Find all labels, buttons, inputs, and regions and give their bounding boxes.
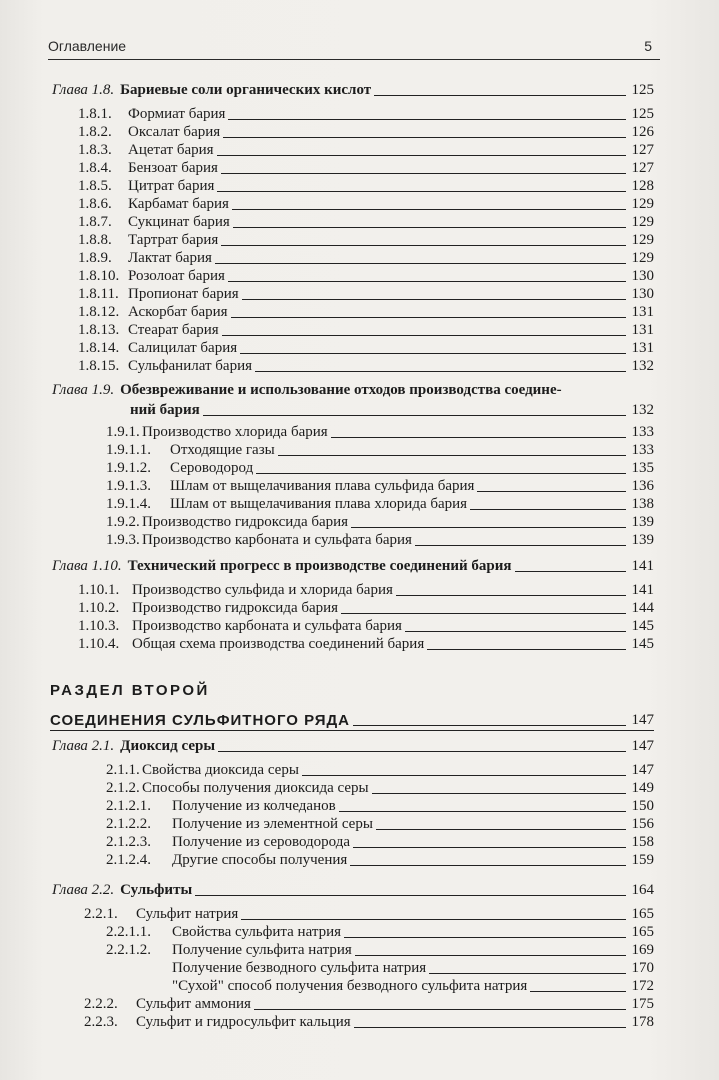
page-number: 129 bbox=[631, 214, 654, 230]
entry-number: 1.9.1.1. bbox=[106, 442, 151, 458]
page-number: 133 bbox=[631, 442, 654, 458]
dot-leader bbox=[221, 245, 626, 246]
entry-number: 1.8.14. bbox=[78, 340, 120, 356]
entry-title: Получение сульфита натрия bbox=[172, 942, 352, 958]
entry-title: Сукцинат бария bbox=[128, 214, 230, 230]
dot-leader bbox=[374, 95, 626, 96]
page-number: 145 bbox=[631, 636, 654, 652]
page-number: 147 bbox=[631, 712, 654, 728]
dot-leader bbox=[195, 895, 626, 896]
chapter-title: Диоксид серы bbox=[120, 738, 216, 754]
part-title: СОЕДИНЕНИЯ СУЛЬФИТНОГО РЯДА bbox=[50, 712, 351, 729]
toc-chapter-1-9[interactable] bbox=[52, 382, 654, 399]
toc-entry[interactable] bbox=[78, 600, 654, 617]
entry-title: Тартрат бария bbox=[128, 232, 219, 248]
page-number: 129 bbox=[631, 250, 654, 266]
entry-number: 2.1.2.2. bbox=[106, 816, 151, 832]
entry-title: Розолоат бария bbox=[128, 268, 225, 284]
page-number: 159 bbox=[631, 852, 654, 868]
entry-number: 1.8.8. bbox=[78, 232, 112, 248]
dot-leader bbox=[242, 299, 626, 300]
entry-number: 1.8.3. bbox=[78, 142, 112, 158]
dot-leader bbox=[396, 595, 626, 596]
entry-number: 1.8.11. bbox=[78, 286, 119, 302]
dot-leader bbox=[233, 227, 626, 228]
entry-number: 1.8.1. bbox=[78, 106, 112, 122]
dot-leader bbox=[217, 191, 626, 192]
chapter-label: Глава 1.9. bbox=[52, 382, 115, 398]
page-number: 127 bbox=[631, 142, 654, 158]
entry-title: Производство карбоната и сульфата бария bbox=[142, 532, 412, 548]
entry-title: Формиат бария bbox=[128, 106, 226, 122]
entry-number: 2.2.3. bbox=[84, 1014, 118, 1030]
dot-leader bbox=[232, 209, 626, 210]
entry-number: 1.9.2. bbox=[106, 514, 140, 530]
dot-leader bbox=[241, 919, 626, 920]
toc-entry[interactable] bbox=[84, 1014, 654, 1031]
dot-leader bbox=[228, 281, 626, 282]
dot-leader bbox=[240, 353, 626, 354]
toc-entry[interactable] bbox=[106, 924, 654, 941]
entry-title: Производство сульфида и хлорида бария bbox=[132, 582, 393, 598]
dot-leader bbox=[339, 811, 626, 812]
dot-leader bbox=[355, 955, 626, 956]
chapter-label: Глава 1.8. bbox=[52, 82, 115, 98]
entry-title: Другие способы получения bbox=[172, 852, 348, 868]
page-number: 125 bbox=[631, 82, 654, 98]
entry-number: 1.10.1. bbox=[78, 582, 120, 598]
page-number: 138 bbox=[631, 496, 654, 512]
dot-leader bbox=[351, 527, 626, 528]
page-number: 132 bbox=[631, 402, 654, 418]
entry-title: Получение из сероводорода bbox=[172, 834, 351, 850]
entry-title: Получение из элементной серы bbox=[172, 816, 373, 832]
page-number: 172 bbox=[631, 978, 654, 994]
page-number: 139 bbox=[631, 532, 654, 548]
chapter-label: Глава 1.10. bbox=[52, 558, 122, 574]
dot-leader bbox=[353, 847, 626, 848]
dot-leader bbox=[341, 613, 626, 614]
entry-title: Получение безводного сульфита натрия bbox=[172, 960, 427, 976]
toc-entry[interactable] bbox=[78, 322, 654, 339]
entry-title: Аскорбат бария bbox=[128, 304, 228, 320]
dot-leader bbox=[372, 793, 626, 794]
entry-number: 1.8.9. bbox=[78, 250, 112, 266]
dot-leader bbox=[302, 775, 626, 776]
page-number: 128 bbox=[631, 178, 654, 194]
dot-leader bbox=[223, 137, 626, 138]
page-number: 145 bbox=[631, 618, 654, 634]
entry-title: Свойства сульфита натрия bbox=[172, 924, 341, 940]
chapter-label: Глава 2.2. bbox=[52, 882, 115, 898]
toc-entry[interactable] bbox=[84, 906, 654, 923]
entry-number: 2.1.2.4. bbox=[106, 852, 151, 868]
entry-number: 1.8.13. bbox=[78, 322, 120, 338]
page-number: 165 bbox=[631, 906, 654, 922]
chapter-title: Обезвреживание и использование отходов производства соедине- bbox=[120, 382, 562, 398]
entry-title: Общая схема производства соединений бария bbox=[132, 636, 425, 652]
dot-leader bbox=[218, 751, 626, 752]
toc-entry[interactable] bbox=[78, 160, 654, 177]
toc-entry[interactable] bbox=[78, 304, 654, 321]
entry-title: Получение из колчеданов bbox=[172, 798, 336, 814]
entry-title: Цитрат бария bbox=[128, 178, 215, 194]
part-divider bbox=[50, 730, 654, 731]
dot-leader bbox=[344, 937, 626, 938]
toc-chapter-2-1[interactable] bbox=[52, 738, 654, 755]
chapter-label: Глава 2.1. bbox=[52, 738, 115, 754]
toc-entry[interactable] bbox=[78, 142, 654, 159]
entry-title: Карбамат бария bbox=[128, 196, 229, 212]
toc-entry[interactable] bbox=[84, 996, 654, 1013]
entry-title: Сероводород bbox=[170, 460, 254, 476]
entry-number: 1.10.4. bbox=[78, 636, 120, 652]
toc-chapter-2-2[interactable] bbox=[52, 882, 654, 899]
entry-number: 1.8.7. bbox=[78, 214, 112, 230]
entry-title: Сульфит аммония bbox=[136, 996, 251, 1012]
dot-leader bbox=[217, 155, 626, 156]
toc-entry[interactable] bbox=[106, 424, 654, 441]
page-number: 141 bbox=[631, 558, 654, 574]
entry-title: Отходящие газы bbox=[170, 442, 275, 458]
entry-number: 1.8.6. bbox=[78, 196, 112, 212]
page-number: 129 bbox=[631, 196, 654, 212]
entry-number: 2.1.2.1. bbox=[106, 798, 151, 814]
page-number: 126 bbox=[631, 124, 654, 140]
toc-entry[interactable] bbox=[78, 268, 654, 285]
entry-title: Сульфит натрия bbox=[136, 906, 239, 922]
chapter-title-continuation: ний бария bbox=[130, 402, 200, 418]
toc-entry[interactable] bbox=[78, 286, 654, 303]
entry-title: Сульфанилат бария bbox=[128, 358, 253, 374]
toc-entry[interactable] bbox=[78, 196, 654, 213]
page-number: 175 bbox=[631, 996, 654, 1012]
page-number: 133 bbox=[631, 424, 654, 440]
page-number: 144 bbox=[631, 600, 654, 616]
dot-leader bbox=[231, 317, 626, 318]
page-number: 136 bbox=[631, 478, 654, 494]
entry-number: 1.9.1.3. bbox=[106, 478, 151, 494]
toc-entry[interactable] bbox=[106, 834, 654, 851]
entry-title: Производство карбоната и сульфата бария bbox=[132, 618, 402, 634]
toc-entry[interactable] bbox=[172, 978, 654, 995]
page-number: 129 bbox=[631, 232, 654, 248]
page-number: 130 bbox=[631, 286, 654, 302]
toc-entry[interactable] bbox=[78, 232, 654, 249]
page-number: 156 bbox=[631, 816, 654, 832]
toc-entry[interactable] bbox=[78, 618, 654, 635]
toc-entry[interactable] bbox=[78, 636, 654, 653]
toc-entry[interactable] bbox=[106, 942, 654, 959]
toc-entry[interactable] bbox=[78, 582, 654, 599]
dot-leader bbox=[376, 829, 626, 830]
part-heading: РАЗДЕЛ ВТОРОЙ bbox=[50, 682, 210, 699]
page-number: 131 bbox=[631, 304, 654, 320]
entry-number: 1.10.2. bbox=[78, 600, 120, 616]
entry-number: 1.9.1.2. bbox=[106, 460, 151, 476]
entry-number: 1.10.3. bbox=[78, 618, 120, 634]
entry-number: 2.1.2.3. bbox=[106, 834, 151, 850]
dot-leader bbox=[255, 371, 626, 372]
dot-leader bbox=[256, 473, 626, 474]
running-head-title: Оглавление bbox=[48, 38, 127, 54]
toc-entry[interactable] bbox=[106, 762, 654, 779]
entry-title: Шлам от выщелачивания плава хлорида бария bbox=[170, 496, 468, 512]
entry-number: 1.8.10. bbox=[78, 268, 120, 284]
page-number: 132 bbox=[631, 358, 654, 374]
entry-title: Производство хлорида бария bbox=[142, 424, 328, 440]
entry-number: 1.9.1. bbox=[106, 424, 140, 440]
entry-title: Стеарат бария bbox=[128, 322, 219, 338]
entry-title: Производство гидроксида бария bbox=[142, 514, 349, 530]
page-number: 169 bbox=[631, 942, 654, 958]
entry-title: Бензоат бария bbox=[128, 160, 218, 176]
dot-leader bbox=[222, 335, 626, 336]
page-number: 178 bbox=[631, 1014, 654, 1030]
dot-leader bbox=[429, 973, 626, 974]
toc-chapter-1-9-cont[interactable] bbox=[130, 402, 654, 419]
toc-entry[interactable] bbox=[172, 960, 654, 977]
dot-leader bbox=[415, 545, 626, 546]
dot-leader bbox=[278, 455, 626, 456]
dot-leader bbox=[515, 571, 626, 572]
toc-entry[interactable] bbox=[106, 798, 654, 815]
toc-entry[interactable] bbox=[78, 214, 654, 231]
entry-title: Шлам от выщелачивания плава сульфида бария bbox=[170, 478, 475, 494]
page-number: 158 bbox=[631, 834, 654, 850]
entry-number: 1.8.12. bbox=[78, 304, 120, 320]
toc-entry[interactable] bbox=[106, 816, 654, 833]
dot-leader bbox=[221, 173, 626, 174]
toc-entry[interactable] bbox=[106, 442, 654, 459]
entry-number: 2.2.1. bbox=[84, 906, 118, 922]
entry-number: 2.2.1.1. bbox=[106, 924, 151, 940]
entry-number: 2.1.2. bbox=[106, 780, 140, 796]
page-number: 165 bbox=[631, 924, 654, 940]
page-number: 131 bbox=[631, 340, 654, 356]
toc-chapter-1-8[interactable] bbox=[52, 82, 654, 99]
entry-title: Лактат бария bbox=[128, 250, 212, 266]
toc-entry[interactable] bbox=[106, 532, 654, 549]
toc-entry[interactable] bbox=[78, 178, 654, 195]
dot-leader bbox=[254, 1009, 626, 1010]
dot-leader bbox=[405, 631, 626, 632]
page-number: 147 bbox=[631, 738, 654, 754]
entry-title: Свойства диоксида серы bbox=[142, 762, 299, 778]
chapter-title: Сульфиты bbox=[120, 882, 193, 898]
toc-entry[interactable] bbox=[106, 514, 654, 531]
dot-leader bbox=[228, 119, 626, 120]
dot-leader bbox=[350, 865, 626, 866]
toc-entry[interactable] bbox=[78, 250, 654, 267]
page-number: 125 bbox=[631, 106, 654, 122]
dot-leader bbox=[530, 991, 626, 992]
entry-title: Салицилат бария bbox=[128, 340, 238, 356]
entry-number: 1.8.5. bbox=[78, 178, 112, 194]
toc-chapter-1-10[interactable] bbox=[52, 558, 654, 575]
entry-title: Сульфит и гидросульфит кальция bbox=[136, 1014, 351, 1030]
dot-leader bbox=[470, 509, 626, 510]
entry-number: 1.8.2. bbox=[78, 124, 112, 140]
dot-leader bbox=[427, 649, 626, 650]
toc-entry[interactable] bbox=[78, 124, 654, 141]
entry-number: 2.2.1.2. bbox=[106, 942, 151, 958]
toc-entry[interactable] bbox=[106, 478, 654, 495]
page-number: 170 bbox=[631, 960, 654, 976]
page-number: 164 bbox=[631, 882, 654, 898]
dot-leader bbox=[331, 437, 626, 438]
toc-part-2[interactable] bbox=[50, 712, 654, 729]
entry-number: 1.8.15. bbox=[78, 358, 120, 374]
running-head bbox=[48, 38, 660, 60]
entry-title: Производство гидроксида бария bbox=[132, 600, 339, 616]
page-number: 141 bbox=[631, 582, 654, 598]
toc-entry[interactable] bbox=[106, 780, 654, 797]
entry-title: Оксалат бария bbox=[128, 124, 221, 140]
toc-entry[interactable] bbox=[106, 496, 654, 513]
toc-entry[interactable] bbox=[78, 106, 654, 123]
entry-number: 1.9.3. bbox=[106, 532, 140, 548]
dot-leader bbox=[353, 725, 626, 726]
chapter-title: Бариевые соли органических кислот bbox=[120, 82, 372, 98]
entry-number: 2.1.1. bbox=[106, 762, 140, 778]
page-number: 149 bbox=[631, 780, 654, 796]
toc-entry[interactable] bbox=[106, 460, 654, 477]
entry-title: Ацетат бария bbox=[128, 142, 214, 158]
entry-title: Способы получения диоксида серы bbox=[142, 780, 369, 796]
dot-leader bbox=[215, 263, 626, 264]
dot-leader bbox=[203, 415, 626, 416]
entry-title: "Сухой" способ получения безводного сульфита натрия bbox=[172, 978, 528, 994]
toc-entry[interactable] bbox=[78, 358, 654, 375]
dot-leader bbox=[477, 491, 626, 492]
running-head-page-number: 5 bbox=[644, 38, 652, 54]
page-number: 150 bbox=[631, 798, 654, 814]
page-number: 131 bbox=[631, 322, 654, 338]
page-number: 135 bbox=[631, 460, 654, 476]
entry-title: Пропионат бария bbox=[128, 286, 239, 302]
page-number: 127 bbox=[631, 160, 654, 176]
chapter-title: Технический прогресс в производстве соединений бария bbox=[127, 558, 512, 574]
entry-number: 1.9.1.4. bbox=[106, 496, 151, 512]
dot-leader bbox=[354, 1027, 626, 1028]
toc-entry[interactable] bbox=[106, 852, 654, 869]
page-number: 139 bbox=[631, 514, 654, 530]
toc-entry[interactable] bbox=[78, 340, 654, 357]
page-number: 147 bbox=[631, 762, 654, 778]
page-number: 130 bbox=[631, 268, 654, 284]
entry-number: 1.8.4. bbox=[78, 160, 112, 176]
entry-number: 2.2.2. bbox=[84, 996, 118, 1012]
